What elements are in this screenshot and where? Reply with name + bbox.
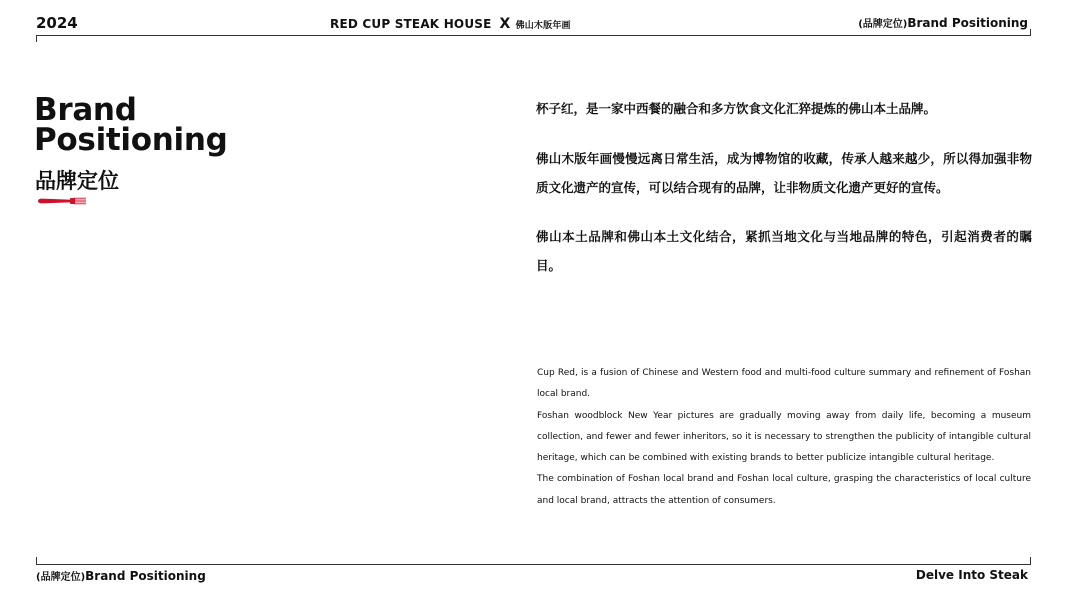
fork-icon xyxy=(36,195,88,207)
body-cn-paragraph-1: 杯子红，是一家中西餐的融合和多方饮食文化汇猝提炼的佛山本土品牌。 xyxy=(536,101,937,116)
footer-section-label xyxy=(36,568,206,583)
footer-section-en: Brand Positioning xyxy=(85,569,206,583)
page-title-line2: Positioning xyxy=(34,122,228,158)
year-label: 2024 xyxy=(36,14,78,32)
page-title xyxy=(34,92,228,158)
header-section-en: Brand Positioning xyxy=(907,16,1028,30)
header-rule-tick-left xyxy=(36,35,37,42)
footer-rule-tick-right xyxy=(1030,557,1031,564)
body-en-paragraph-1: Cup Red, is a fusion of Chinese and Western food and multi-food culture summary and refinement of Foshan local brand. xyxy=(537,368,1031,400)
header-section-cn: (品牌定位) xyxy=(858,19,908,30)
body-en-paragraph-2: Foshan woodblock New Year pictures are gradually moving away from daily life, becoming a museum collection, and fewer and fewer inheritors, so it is necessary to strengthen the publicity of intangible cultural heritage, which can be combined with existing brands to better publicize intangible cultural heritage. xyxy=(537,410,1031,464)
body-cn-paragraph-3: 佛山本土品牌和佛山本土文化结合，紧抓当地文化与当地品牌的特色，引起消费者的瞩目。 xyxy=(536,229,1032,273)
header-rule xyxy=(36,35,1031,36)
body-en-paragraph-3: The combination of Foshan local brand and Foshan local culture, grasping the characteristics of local culture and local brand, attracts the attention of consumers. xyxy=(537,474,1031,506)
footer-section-cn: (品牌定位) xyxy=(36,572,86,583)
header-brand-lockup xyxy=(330,16,571,32)
body-en xyxy=(537,363,1031,512)
header-section-label xyxy=(858,15,1028,30)
collab-separator: X xyxy=(499,16,511,32)
page-title-cn: 品牌定位 xyxy=(35,169,119,193)
footer-rule-tick-left xyxy=(36,557,37,564)
header-rule-tick-right xyxy=(1030,29,1031,36)
partner-name: 佛山木版年画 xyxy=(515,21,571,31)
footer-rule xyxy=(36,564,1031,565)
body-cn-paragraph-2: 佛山木版年画慢慢远离日常生活，成为博物馆的收藏，传承人越来越少，所以得加强非物质文化遗产的宣传，可以结合现有的品牌，让非物质文化遗产更好的宣传。 xyxy=(536,151,1032,195)
footer-tagline: Delve Into Steak xyxy=(915,568,1028,582)
page-title-line1: Brand xyxy=(34,92,137,128)
brand-name: RED CUP STEAK HOUSE xyxy=(330,17,492,31)
